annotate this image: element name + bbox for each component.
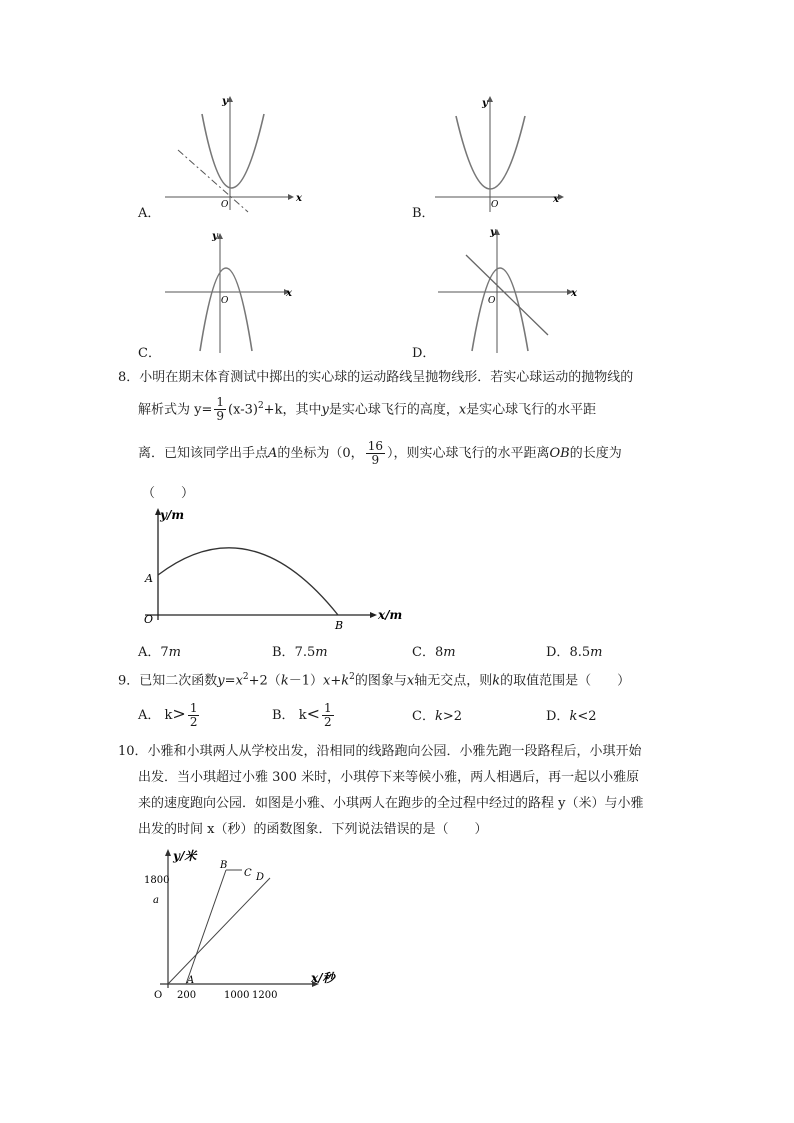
q7c-y-label: y (212, 231, 218, 242)
q10-y-1800: 1800 (144, 875, 170, 886)
q8-fraction-16-9: $\frac{16}{9}$ (367, 439, 383, 467)
q9-stem: 9．已知二次函数$y=x^2+2(k-1)x+k^2$的图象与x轴无交点，则k的取值范围是（ ） (118, 672, 631, 689)
q10-point-a: A (187, 975, 195, 986)
q7a-origin: O (221, 200, 229, 210)
q8-number: 8． (118, 370, 140, 385)
q7d-y-label: y (490, 227, 496, 238)
q7-option-d[interactable]: D． (412, 346, 436, 361)
q8-fraction-1-9: $\frac{1}{9}$ (216, 395, 225, 424)
q10-origin: O (154, 990, 163, 1001)
q7c-origin: O (221, 296, 229, 306)
q10-line2: 出发．当小琪超过小雅 300 米时，小琪停下来等候小雅，两人相遇后，再一起以小雅原 (138, 770, 640, 785)
q7-option-c[interactable]: C． (138, 346, 161, 361)
q7-option-b[interactable]: B． (412, 206, 435, 221)
q7d-origin: O (488, 296, 496, 306)
q7b-origin: O (491, 200, 499, 210)
q7-graph-a (160, 92, 310, 217)
q7a-y-label: y (222, 96, 228, 107)
q8-point-b: B (335, 619, 344, 632)
q10-point-c: C (244, 868, 252, 879)
q9-option-c[interactable]: C．k>2 (412, 709, 463, 724)
q10-x-1000: 1000 (224, 990, 250, 1001)
q10-y-a: a (153, 895, 159, 906)
q8-line1: 8．小明在期末体育测试中掷出的实心球的运动路线呈抛物线形．若实心球运动的抛物线的 (118, 370, 634, 385)
q7d-x-label: x (571, 288, 577, 299)
q10-ylabel: y/米 (173, 849, 197, 863)
q8-option-b[interactable]: B．7.5m (272, 645, 328, 660)
q10-point-b: B (220, 860, 228, 871)
q7-graph-c (160, 225, 310, 355)
q8-line3: 离．已知该同学出手点A的坐标为（0， $\frac{16}{9}$ ），则实心球飞行的水平距离OB的长度为 (138, 439, 622, 467)
q10-line1: 10．小雅和小琪两人从学校出发，沿相同的线路跑向公园．小雅先跑一段路程后，小琪开始 (118, 744, 642, 759)
q7b-y-label: y (482, 98, 488, 109)
q10-x-200: 200 (177, 990, 197, 1001)
q8-point-a: A (145, 572, 153, 585)
q8-option-c[interactable]: C．8m (412, 645, 456, 660)
q7-graph-d (430, 225, 580, 355)
q7-option-a[interactable]: A． (138, 206, 161, 221)
q10-xlabel: x/秒 (311, 971, 335, 985)
q8-option-d[interactable]: D．8.5m (546, 645, 603, 660)
q10-graph (140, 842, 370, 1007)
q9-option-a[interactable]: A． k> $\frac{1}{2}$ (138, 701, 198, 729)
q9-option-b[interactable]: B． k< $\frac{1}{2}$ (272, 701, 332, 729)
q10-line3: 来的速度跑向公园．如图是小雅、小琪两人在跑步的全过程中经过的路程 y（米）与小雅 (138, 796, 644, 811)
q7a-x-label: x (296, 193, 302, 204)
q8-line2: 解析式为 y= $\frac{1}{9}$ $(x-3)^2+k$，其中y是实心球飞行的高度，x是实心球飞行的水平距 (138, 395, 597, 424)
q9-option-d[interactable]: D．k<2 (546, 709, 597, 724)
q10-line4: 出发的时间 x（秒）的函数图象．下列说法错误的是（ ） (138, 822, 488, 837)
q7-graph-b (430, 92, 580, 217)
q7c-x-label: x (286, 288, 292, 299)
q8-graph (140, 505, 410, 635)
q7b-x-label: x (553, 194, 559, 205)
q8-xlabel: x/m (378, 608, 403, 622)
q8-ylabel: y/m (160, 508, 185, 522)
q8-origin: O (144, 613, 154, 626)
q10-x-1200: 1200 (252, 990, 278, 1001)
q8-option-a[interactable]: A．7m (138, 645, 181, 660)
q10-point-d: D (256, 872, 265, 883)
q8-paren: （ ） (142, 486, 195, 501)
